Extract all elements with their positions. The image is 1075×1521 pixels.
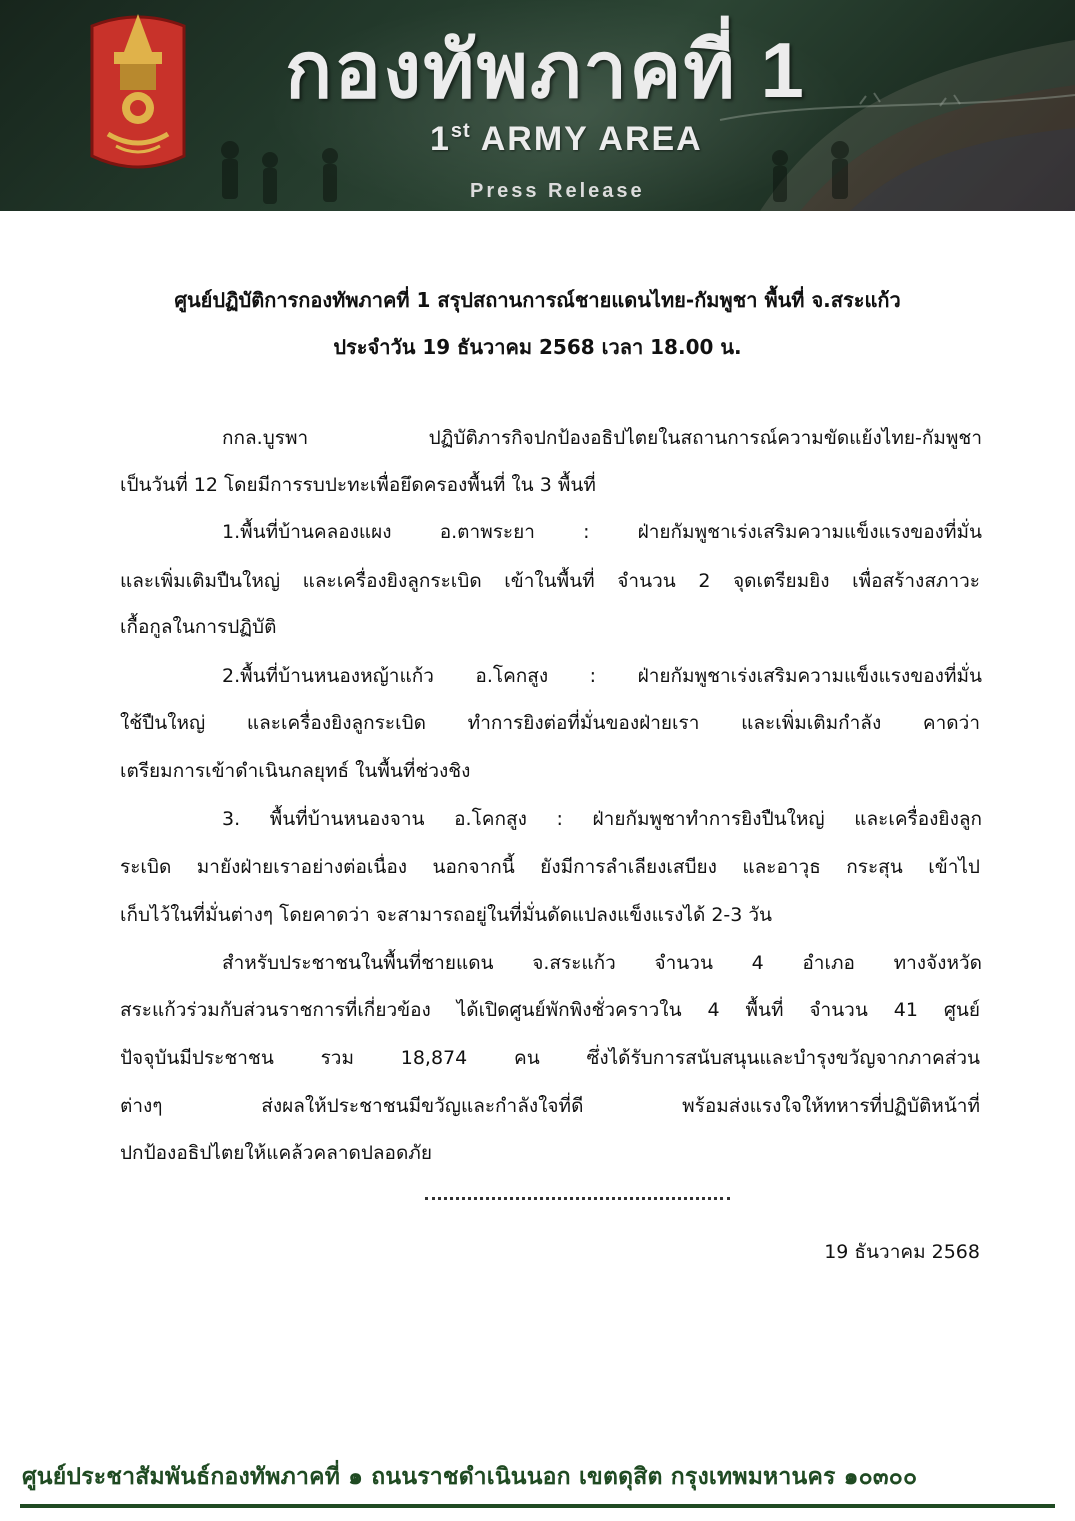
header-banner — [0, 0, 1075, 211]
footer-address: ศูนย์ประชาสัมพันธ์กองทัพภาคที่ ๑ ถนนราชดำเนินนอก เขตดุสิต กรุงเทพมหานคร ๑๐๓๐๐ — [22, 1464, 918, 1490]
army-area-text: ARMY AREA — [480, 120, 703, 158]
ordinal-suffix: st — [450, 120, 471, 142]
banner-title-thai: กองทัพภาคที่ 1 — [285, 26, 806, 114]
item1-line-2: และเพิ่มเติมปืนใหญ่ และเครื่องยิงลูกระเบิด เข้าในพื้นที่ จำนวน 2 จุดเตรียมยิง เพื่อสร้างสภาวะ — [120, 570, 980, 592]
banner-title-english — [430, 120, 703, 159]
civilians-line-4: ต่างๆ ส่งผลให้ประชาชนมีขวัญและกำลังใจที่ดี พร้อมส่งแรงใจให้ทหารที่ปฏิบัติหน้าที่ — [120, 1095, 980, 1117]
item3-line-1: 3. พื้นที่บ้านหนองจาน อ.โคกสูง : ฝ่ายกัมพูชาทำการยิงปืนใหญ่ และเครื่องยิงลูก — [222, 808, 982, 830]
civilians-line-1: สำหรับประชาชนในพื้นที่ชายแดน จ.สระแก้ว จำนวน 4 อำเภอ ทางจังหวัด — [222, 952, 982, 974]
document-date-line: ประจำวัน 19 ธันวาคม 2568 เวลา 18.00 น. — [333, 335, 742, 359]
press-release-label: Press Release — [470, 180, 645, 202]
ordinal-number: 1 — [430, 120, 451, 158]
civilians-line-3: ปัจจุบันมีประชาชน รวม 18,874 คน ซึ่งได้รับการสนับสนุนและบำรุงขวัญจากภาคส่วน — [120, 1047, 980, 1069]
item2-line-3: เตรียมการเข้าดำเนินกลยุทธ์ ในพื้นที่ช่วงชิง — [120, 760, 471, 782]
intro-line-1: กกล.บูรพา ปฏิบัติภารกิจปกป้องอธิปไตยในสถานการณ์ความขัดแย้งไทย-กัมพูชา — [222, 427, 982, 449]
footer-rule — [20, 1504, 1055, 1508]
item1-line-3: เกื้อกูลในการปฏิบัติ — [120, 616, 277, 638]
item3-line-3: เก็บไว้ในที่มั่นต่างๆ โดยคาดว่า จะสามารถอยู่ในที่มั่นดัดแปลงแข็งแรงได้ 2-3 วัน — [120, 904, 773, 926]
document-headline: ศูนย์ปฏิบัติการกองทัพภาคที่ 1 สรุปสถานการณ์ชายแดนไทย-กัมพูชา พื้นที่ จ.สระแก้ว — [174, 288, 901, 312]
item3-line-2: ระเบิด มายังฝ่ายเราอย่างต่อเนื่อง นอกจากนี้ ยังมีการลำเลียงเสบียง และอาวุธ กระสุน เข้าไป — [120, 856, 980, 878]
intro-line-2: เป็นวันที่ 12 โดยมีการรบปะทะเพื่อยึดครองพื้นที่ ใน 3 พื้นที่ — [120, 474, 596, 496]
item2-line-1: 2.พื้นที่บ้านหนองหญ้าแก้ว อ.โคกสูง : ฝ่ายกัมพูชาเร่งเสริมความแข็งแรงของที่มั่น — [222, 665, 982, 687]
item1-line-1: 1.พื้นที่บ้านคลองแผง อ.ตาพระยา : ฝ่ายกัมพูชาเร่งเสริมความแข็งแรงของที่มั่น — [222, 521, 982, 543]
item2-line-2: ใช้ปืนใหญ่ และเครื่องยิงลูกระเบิด ทำการยิงต่อที่มั่นของฝ่ายเรา และเพิ่มเติมกำลัง คาดว่า — [120, 712, 980, 734]
civilians-line-2: สระแก้วร่วมกับส่วนราชการที่เกี่ยวข้อง ได้เปิดศูนย์พักพิงชั่วคราวใน 4 พื้นที่ จำนวน 41 ศูนย์ — [120, 999, 980, 1021]
army-emblem-icon — [86, 6, 190, 176]
closing-date: 19 ธันวาคม 2568 — [824, 1241, 980, 1263]
dotted-separator — [425, 1193, 730, 1200]
civilians-line-5: ปกป้องอธิปไตยให้แคล้วคลาดปลอดภัย — [120, 1142, 432, 1164]
